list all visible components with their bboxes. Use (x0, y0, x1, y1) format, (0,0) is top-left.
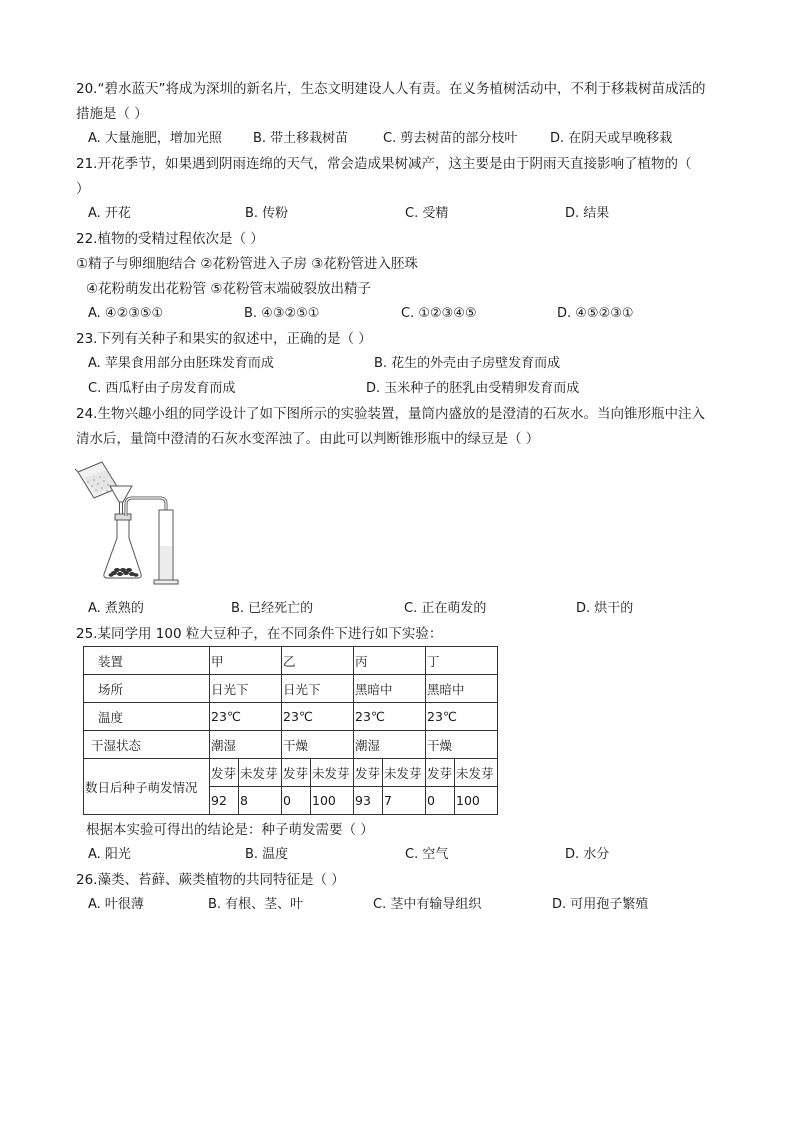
table-row (84, 759, 498, 787)
q21-option-d: D. 结果 (565, 206, 610, 221)
group-name-jia: 甲 (210, 647, 282, 675)
q22-option-d: D. ④⑤②③① (557, 306, 634, 321)
cell-nogerm-bing: 7 (383, 787, 426, 815)
q23-stem: 23.下列有关种子和果实的叙述中，正确的是（ ） (76, 331, 372, 347)
q21-stem-line1: 21.开花季节，如果遇到阴雨连绵的天气，常会造成果树减产，这主要是由于阴雨天直接影响了植物的（ (76, 156, 692, 172)
cell-place-ding: 黑暗中 (426, 675, 498, 703)
q22-steps-line2: ④花粉萌发出花粉管 ⑤花粉管末端破裂放出精子 (86, 281, 371, 297)
cell-germ-label-ding: 发芽 (426, 759, 455, 787)
q26-option-a: A. 叶很薄 (88, 897, 144, 912)
table-row (84, 647, 498, 675)
q25-option-c: C. 空气 (405, 847, 449, 862)
cell-germ-label-jia: 发芽 (210, 759, 239, 787)
q21-option-c: C. 受精 (405, 206, 449, 221)
q20-option-a: A. 大量施肥，增加光照 (88, 131, 222, 146)
cell-germ-yi: 0 (282, 787, 311, 815)
q23-option-a: A. 苹果食用部分由胚珠发育而成 (88, 356, 274, 371)
cell-temp-yi: 23℃ (282, 703, 354, 731)
cell-moisture-ding: 干燥 (426, 731, 498, 759)
cell-place-bing: 黑暗中 (354, 675, 426, 703)
graduated-cylinder (154, 510, 178, 584)
q23-option-c: C. 西瓜籽由子房发育而成 (88, 381, 236, 396)
q22-option-c: C. ①②③④⑤ (401, 306, 477, 321)
cell-nogerm-label-ding: 未发芽 (455, 759, 498, 787)
cell-nogerm-jia: 8 (239, 787, 282, 815)
q22-steps-line1: ①精子与卵细胞结合 ②花粉管进入子房 ③花粉管进入胚珠 (76, 256, 418, 272)
germination-experiment-table (83, 646, 498, 815)
cell-nogerm-label-jia: 未发芽 (239, 759, 282, 787)
group-name-ding: 丁 (426, 647, 498, 675)
q24-option-d: D. 烘干的 (576, 601, 634, 616)
cell-moisture-yi: 干燥 (282, 731, 354, 759)
q26-option-c: C. 茎中有输导组织 (373, 897, 482, 912)
cell-germ-ding: 0 (426, 787, 455, 815)
q20-stem-line1: 20.“碧水蓝天”将成为深圳的新名片，生态文明建设人人有责。在义务植树活动中，不利于移栽树苗成活的 (76, 81, 706, 97)
q21-option-a: A. 开花 (88, 206, 131, 221)
cell-temp-bing: 23℃ (354, 703, 426, 731)
q20-option-b: B. 带土移栽树苗 (253, 131, 349, 146)
experiment-apparatus-figure (74, 458, 184, 588)
cell-moisture-bing: 潮湿 (354, 731, 426, 759)
q24-option-c: C. 正在萌发的 (404, 601, 487, 616)
q24-option-b: B. 已经死亡的 (231, 601, 314, 616)
q20-option-c: C. 剪去树苗的部分枝叶 (383, 131, 518, 146)
cell-temp-jia: 23℃ (210, 703, 282, 731)
cell-germ-label-yi: 发芽 (282, 759, 311, 787)
q26-option-b: B. 有根、茎、叶 (208, 897, 304, 912)
row-label-place: 场所 (84, 675, 210, 703)
q25-option-a: A. 阳光 (88, 847, 131, 862)
beaker (75, 462, 118, 498)
row-label-device: 装置 (84, 647, 210, 675)
cell-nogerm-ding: 100 (455, 787, 498, 815)
cell-nogerm-label-yi: 未发芽 (311, 759, 354, 787)
q26-option-d: D. 可用孢子繁殖 (552, 897, 649, 912)
q23-option-d: D. 玉米种子的胚乳由受精卵发育而成 (366, 381, 580, 396)
q23-option-b: B. 花生的外壳由子房壁发育而成 (374, 356, 561, 371)
q22-stem: 22.植物的受精过程依次是（ ） (76, 231, 264, 247)
cell-germ-bing: 93 (354, 787, 383, 815)
cell-temp-ding: 23℃ (426, 703, 498, 731)
q22-option-b: B. ④③②⑤① (244, 306, 320, 321)
cell-place-jia: 日光下 (210, 675, 282, 703)
q24-stem-line1: 24.生物兴趣小组的同学设计了如下图所示的实验装置，量筒内盛放的是澄清的石灰水。当向锥形瓶中注入 (76, 406, 705, 422)
q20-stem-line2: 措施是（ ） (76, 106, 148, 122)
q24-option-a: A. 煮熟的 (88, 601, 144, 616)
q26-stem: 26.藻类、苔藓、蕨类植物的共同特征是（ ） (76, 872, 345, 888)
q21-stem-line2: ） (76, 181, 90, 197)
row-label-germination: 数日后种子萌发情况 (84, 759, 210, 815)
row-label-temperature: 温度 (84, 703, 210, 731)
cell-place-yi: 日光下 (282, 675, 354, 703)
table-row (84, 731, 498, 759)
table-row (84, 675, 498, 703)
q25-conclusion: 根据本实验可得出的结论是：种子萌发需要（ ） (86, 822, 374, 838)
group-name-yi: 乙 (282, 647, 354, 675)
q22-option-a: A. ④②③⑤① (88, 306, 164, 321)
row-label-moisture: 干湿状态 (84, 731, 210, 759)
group-name-bing: 丙 (354, 647, 426, 675)
cell-nogerm-yi: 100 (311, 787, 354, 815)
cell-germ-jia: 92 (210, 787, 239, 815)
table-row (84, 703, 498, 731)
apparatus-drawing (74, 458, 184, 588)
q25-option-b: B. 温度 (245, 847, 289, 862)
q20-option-d: D. 在阴天或早晚移栽 (550, 131, 673, 146)
q21-option-b: B. 传粉 (245, 206, 289, 221)
cell-nogerm-label-bing: 未发芽 (383, 759, 426, 787)
cell-germ-label-bing: 发芽 (354, 759, 383, 787)
q24-stem-line2: 清水后，量筒中澄清的石灰水变浑浊了。由此可以判断锥形瓶中的绿豆是（ ） (76, 431, 540, 447)
cell-moisture-jia: 潮湿 (210, 731, 282, 759)
q25-option-d: D. 水分 (565, 847, 610, 862)
q25-stem: 25.某同学用 100 粒大豆种子，在不同条件下进行如下实验： (76, 626, 443, 642)
